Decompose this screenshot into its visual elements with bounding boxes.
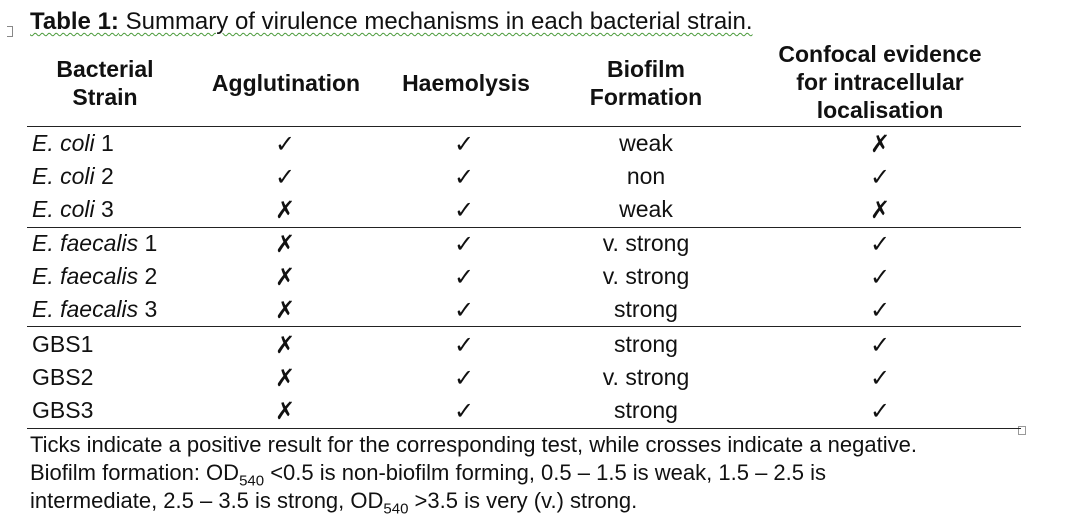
- strain-number: 1: [94, 130, 114, 156]
- haemolysis-cell: ✓: [453, 231, 475, 258]
- footnote-text: >3.5 is very (v.) strong.: [408, 488, 638, 513]
- agglutination-cell: ✗: [274, 365, 296, 392]
- agglutination-cell: ✗: [274, 231, 296, 258]
- confocal-cell: ✓: [869, 264, 891, 291]
- strain-number: 1: [138, 230, 158, 256]
- strain-cell: [32, 130, 114, 157]
- confocal-cell: ✓: [869, 398, 891, 425]
- confocal-cell: ✓: [869, 164, 891, 191]
- strain-number: 3: [94, 196, 114, 222]
- haemolysis-cell: ✓: [453, 164, 475, 191]
- haemolysis-cell: ✓: [453, 398, 475, 425]
- strain-species: E. coli: [32, 163, 95, 189]
- group-rule: [27, 227, 1021, 228]
- agglutination-cell: ✓: [274, 131, 296, 158]
- biofilm-cell: strong: [614, 331, 678, 357]
- confocal-cell: ✓: [869, 365, 891, 392]
- strain-cell: [32, 163, 114, 190]
- strain-number: GBS2: [32, 364, 94, 390]
- confocal-cell: ✓: [869, 332, 891, 359]
- strain-cell: [32, 296, 157, 323]
- confocal-cell: ✗: [869, 131, 891, 158]
- strain-number: 2: [94, 163, 114, 189]
- strain-species: E. faecalis: [32, 296, 139, 322]
- biofilm-cell: weak: [619, 196, 673, 222]
- haemolysis-cell: ✓: [453, 297, 475, 324]
- confocal-cell: ✗: [869, 197, 891, 224]
- footnote-line: [30, 460, 826, 489]
- haemolysis-cell: ✓: [453, 131, 475, 158]
- header-biofilm-line: Biofilm: [607, 56, 685, 82]
- footnote-text: Biofilm formation: OD: [30, 460, 240, 485]
- caption-text: Summary of virulence mechanisms in each bacterial strain.: [118, 8, 753, 35]
- haemolysis-cell: ✓: [453, 365, 475, 392]
- strain-number: 2: [138, 263, 158, 289]
- agglutination-cell: ✗: [274, 264, 296, 291]
- biofilm-cell: v. strong: [602, 230, 690, 256]
- header-strain-line: Strain: [72, 84, 138, 110]
- agglutination-cell: ✗: [274, 332, 296, 359]
- confocal-cell: ✓: [869, 231, 891, 258]
- header-haemolysis: Haemolysis: [402, 70, 530, 96]
- table-caption: [30, 8, 753, 36]
- header-strain: [30, 55, 180, 111]
- header-biofilm: [570, 55, 722, 111]
- biofilm-cell: strong: [614, 397, 678, 423]
- biofilm-cell: v. strong: [602, 263, 690, 289]
- footnote-line: [30, 488, 637, 517]
- agglutination-cell: ✗: [274, 297, 296, 324]
- bottom-rule: [27, 428, 1021, 429]
- strain-cell: [32, 331, 93, 358]
- caption-label: Table 1:: [30, 8, 119, 35]
- strain-number: GBS1: [32, 331, 94, 357]
- biofilm-cell: strong: [614, 296, 678, 322]
- header-strain-line: Bacterial: [56, 56, 154, 82]
- strain-species: E. faecalis: [32, 230, 139, 256]
- strain-cell: [32, 263, 157, 290]
- footnote-subscript: 540: [239, 472, 265, 490]
- header-confocal-line: for intracellular: [796, 69, 964, 95]
- footnote-line: Ticks indicate a positive result for the corresponding test, while crosses indicate a negative.: [30, 432, 917, 457]
- header-agglutination: Agglutination: [211, 70, 361, 96]
- strain-species: E. coli: [32, 196, 95, 222]
- strain-number: GBS3: [32, 397, 94, 423]
- biofilm-cell: v. strong: [602, 364, 690, 390]
- header-confocal: [760, 40, 1000, 124]
- strain-number: 3: [138, 296, 158, 322]
- strain-species: E. coli: [32, 130, 95, 156]
- biofilm-cell: non: [626, 163, 666, 189]
- agglutination-cell: ✗: [274, 197, 296, 224]
- agglutination-cell: ✓: [274, 164, 296, 191]
- footnote-text: intermediate, 2.5 – 3.5 is strong, OD: [30, 488, 384, 513]
- group-rule: [27, 326, 1021, 327]
- haemolysis-cell: ✓: [453, 197, 475, 224]
- header-confocal-line: localisation: [816, 97, 944, 123]
- strain-cell: [32, 196, 114, 223]
- header-biofilm-line: Formation: [589, 84, 703, 110]
- strain-species: E. faecalis: [32, 263, 139, 289]
- margin-marker: [7, 26, 13, 37]
- strain-cell: [32, 364, 93, 391]
- haemolysis-cell: ✓: [453, 264, 475, 291]
- footnote-subscript: 540: [383, 500, 409, 518]
- strain-cell: [32, 397, 93, 424]
- biofilm-cell: weak: [619, 130, 673, 156]
- strain-cell: [32, 230, 157, 257]
- header-confocal-line: Confocal evidence: [778, 41, 982, 67]
- header-rule: [27, 126, 1021, 127]
- haemolysis-cell: ✓: [453, 332, 475, 359]
- agglutination-cell: ✗: [274, 398, 296, 425]
- confocal-cell: ✓: [869, 297, 891, 324]
- footnote-text: <0.5 is non-biofilm forming, 0.5 – 1.5 is weak, 1.5 – 2.5 is: [264, 460, 826, 485]
